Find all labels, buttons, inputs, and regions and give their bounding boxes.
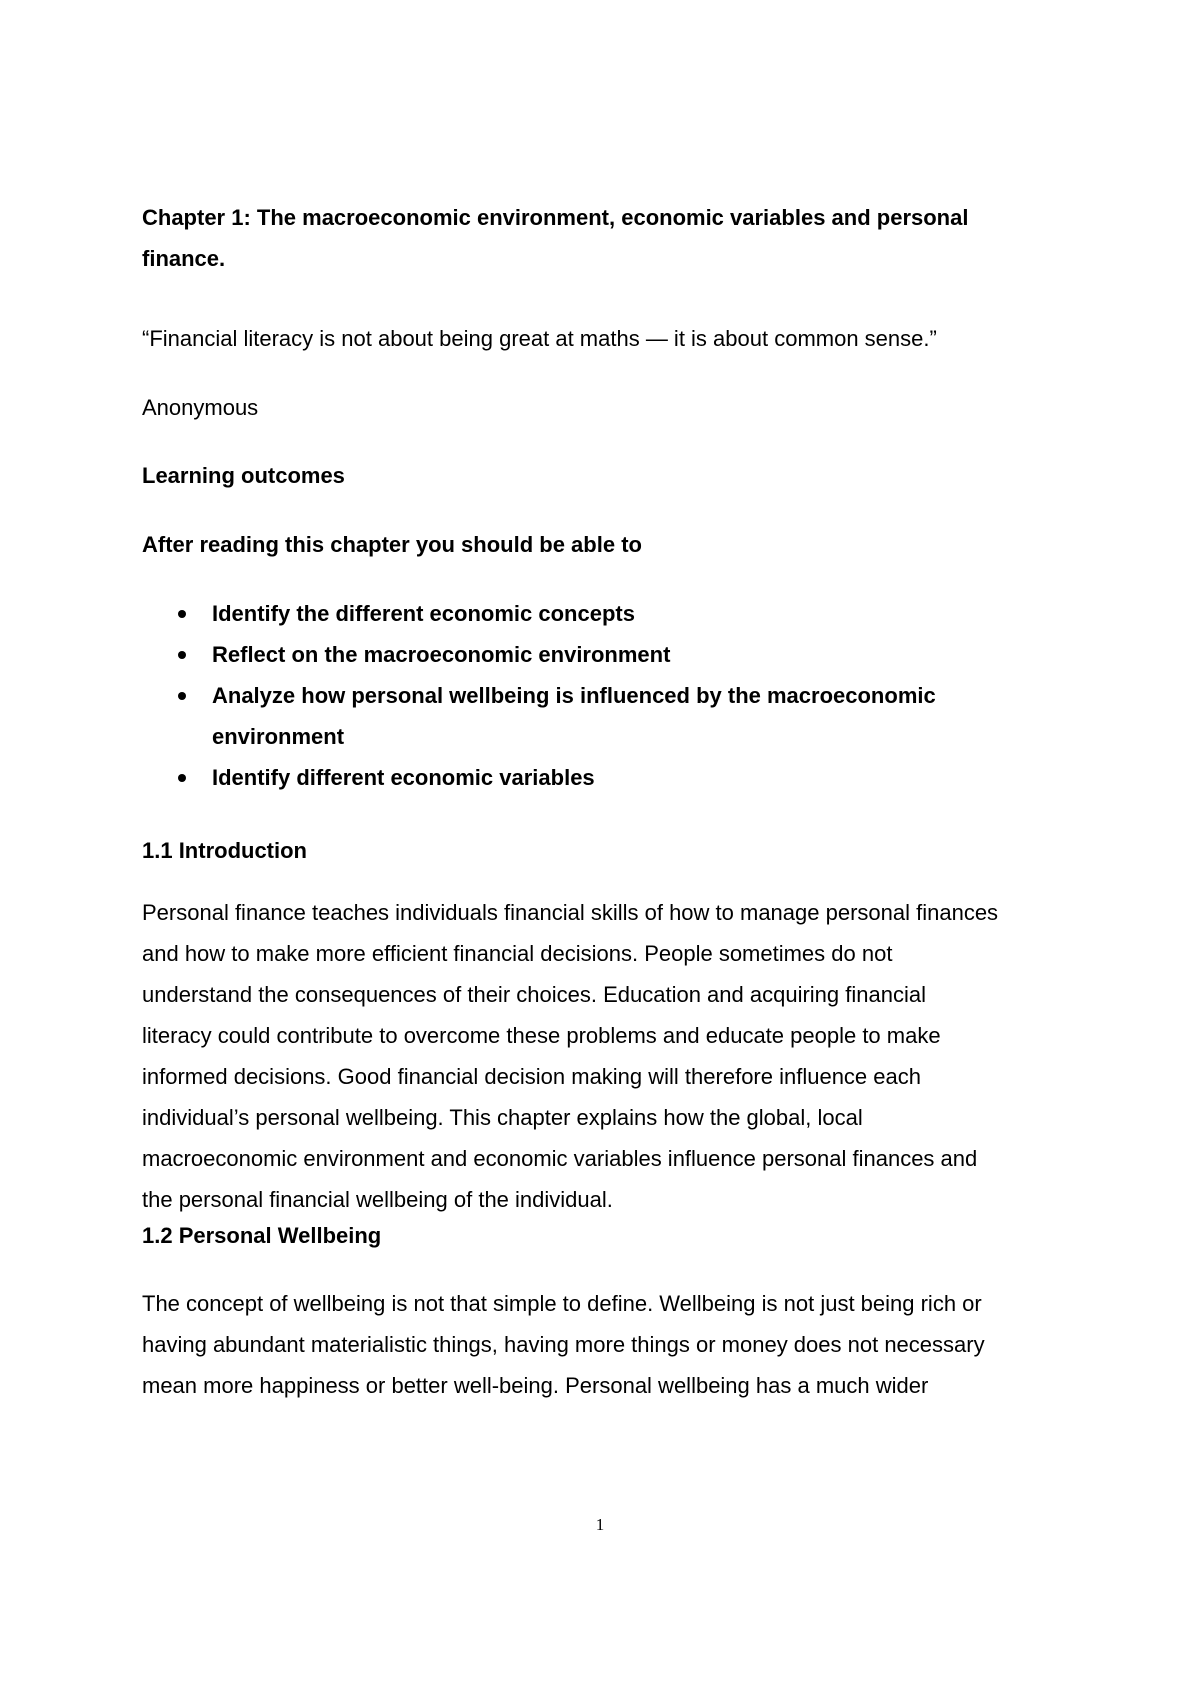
learning-outcomes-heading: Learning outcomes bbox=[142, 463, 345, 488]
list-item-line: Identify the different economic concepts bbox=[212, 601, 635, 626]
paragraph-line: macroeconomic environment and economic variables influence personal finances and bbox=[142, 1146, 978, 1171]
section-1-1-heading: 1.1 Introduction bbox=[142, 838, 307, 863]
section-1-2-paragraph bbox=[142, 1283, 1082, 1406]
list-item bbox=[142, 593, 1082, 634]
learning-outcomes-intro: After reading this chapter you should be able to bbox=[142, 532, 642, 557]
learning-outcomes-list bbox=[142, 593, 1082, 798]
page-number: 1 bbox=[595, 1515, 605, 1534]
list-item-line: Identify different economic variables bbox=[212, 765, 595, 790]
paragraph-line: the personal financial wellbeing of the individual. bbox=[142, 1187, 613, 1212]
paragraph-line: having abundant materialistic things, having more things or money does not necessary bbox=[142, 1332, 985, 1357]
list-item-line: Reflect on the macroeconomic environment bbox=[212, 642, 671, 667]
list-item bbox=[142, 757, 1082, 798]
paragraph-line: literacy could contribute to overcome these problems and educate people to make bbox=[142, 1023, 941, 1048]
bullet-icon bbox=[178, 692, 186, 700]
chapter-title bbox=[142, 197, 1082, 279]
epigraph-attribution: Anonymous bbox=[142, 395, 259, 420]
chapter-title-line-2: finance. bbox=[142, 246, 226, 271]
paragraph-line: individual’s personal wellbeing. This chapter explains how the global, local bbox=[142, 1105, 863, 1130]
paragraph-line: and how to make more efficient financial decisions. People sometimes do not bbox=[142, 941, 893, 966]
section-1-1-paragraph bbox=[142, 892, 1082, 1220]
paragraph-line: mean more happiness or better well-being. Personal wellbeing has a much wider bbox=[142, 1373, 929, 1398]
chapter-title-line-1: Chapter 1: The macroeconomic environment, economic variables and personal bbox=[142, 205, 969, 230]
bullet-icon bbox=[178, 610, 186, 618]
paragraph-line: informed decisions. Good financial decision making will therefore influence each bbox=[142, 1064, 921, 1089]
list-item-line: Analyze how personal wellbeing is influenced by the macroeconomic bbox=[212, 683, 936, 708]
section-1-2-heading: 1.2 Personal Wellbeing bbox=[142, 1223, 382, 1248]
paragraph-line: Personal finance teaches individuals financial skills of how to manage personal finances bbox=[142, 900, 999, 925]
bullet-icon bbox=[178, 774, 186, 782]
list-item-line: environment bbox=[212, 724, 345, 749]
epigraph-quote: “Financial literacy is not about being great at maths — it is about common sense.” bbox=[142, 326, 937, 351]
list-item bbox=[142, 634, 1082, 675]
list-item bbox=[142, 675, 1082, 757]
paragraph-line: The concept of wellbeing is not that simple to define. Wellbeing is not just being rich or bbox=[142, 1291, 982, 1316]
paragraph-line: understand the consequences of their choices. Education and acquiring financial bbox=[142, 982, 926, 1007]
bullet-icon bbox=[178, 651, 186, 659]
